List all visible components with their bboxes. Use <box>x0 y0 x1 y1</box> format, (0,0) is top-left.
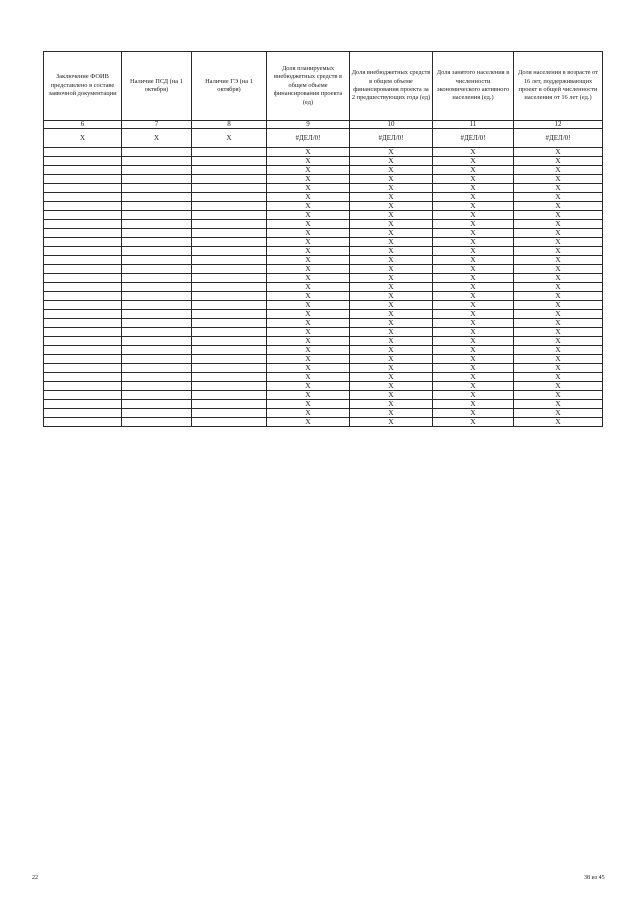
table-cell <box>122 175 192 184</box>
table-row <box>44 319 603 328</box>
table-cell <box>192 238 267 247</box>
table-cell <box>192 274 267 283</box>
table-row <box>44 175 603 184</box>
table-cell <box>122 391 192 400</box>
table-cell: X <box>433 409 514 418</box>
table-cell <box>122 211 192 220</box>
table-cell: X <box>350 184 433 193</box>
table-cell: X <box>433 211 514 220</box>
table-cell: X <box>350 364 433 373</box>
table-row <box>44 247 603 256</box>
header-planned-share: Доля планируемых внебюджетных средств в общем объеме финансирования проекта (ед) <box>273 64 343 106</box>
table-cell <box>44 418 122 427</box>
table-cell: X <box>267 328 350 337</box>
table-cell: X <box>514 319 603 328</box>
table-cell: X <box>514 418 603 427</box>
table-cell: X <box>350 274 433 283</box>
table-cell: X <box>350 175 433 184</box>
table-cell: X <box>433 418 514 427</box>
table-cell: X <box>433 220 514 229</box>
column-number: 11 <box>433 121 514 129</box>
table-cell: X <box>267 391 350 400</box>
table-cell <box>44 148 122 157</box>
table-cell: X <box>433 247 514 256</box>
table-cell <box>192 391 267 400</box>
table-cell: X <box>267 256 350 265</box>
header-cell <box>122 52 192 121</box>
table-cell <box>44 409 122 418</box>
table-row <box>44 391 603 400</box>
table-cell: X <box>514 229 603 238</box>
table-cell <box>44 301 122 310</box>
table-cell: X <box>514 166 603 175</box>
table-cell: X <box>267 409 350 418</box>
table-cell: X <box>433 373 514 382</box>
header-employed-share: Доля занятого населения в численности экономического активного населения (ед.) <box>436 69 510 102</box>
header-row <box>44 52 603 121</box>
table-cell: X <box>267 337 350 346</box>
table-row <box>44 129 603 148</box>
table-cell: X <box>350 220 433 229</box>
table-cell <box>44 337 122 346</box>
table-cell: X <box>514 193 603 202</box>
table-cell: X <box>433 292 514 301</box>
table-cell <box>122 418 192 427</box>
table-cell: X <box>350 391 433 400</box>
table-row <box>44 238 603 247</box>
table-cell <box>192 220 267 229</box>
table-cell: X <box>433 301 514 310</box>
page-number-right: 38 из 45 <box>584 875 605 881</box>
table-cell <box>44 373 122 382</box>
table-cell <box>122 193 192 202</box>
column-number: 8 <box>192 121 267 129</box>
table-cell: X <box>267 247 350 256</box>
table-cell: X <box>350 319 433 328</box>
table-cell: X <box>267 166 350 175</box>
table-cell <box>192 337 267 346</box>
table-row <box>44 184 603 193</box>
table-row <box>44 283 603 292</box>
table-cell: X <box>350 418 433 427</box>
table-cell: X <box>514 391 603 400</box>
header-cell <box>350 52 433 121</box>
table-row <box>44 292 603 301</box>
data-table <box>43 51 603 427</box>
table-cell <box>44 175 122 184</box>
table-cell <box>192 247 267 256</box>
table-cell: X <box>514 274 603 283</box>
table-cell: X <box>514 382 603 391</box>
table-cell: #ДЕЛ/0! <box>267 129 350 148</box>
table-cell: X <box>433 382 514 391</box>
table-cell <box>44 364 122 373</box>
table-cell: X <box>433 283 514 292</box>
table-cell: X <box>350 265 433 274</box>
column-number-row <box>44 121 603 129</box>
table-cell: X <box>514 202 603 211</box>
table-cell: X <box>267 382 350 391</box>
table-cell: X <box>267 418 350 427</box>
column-number: 9 <box>267 121 350 129</box>
table-cell: X <box>267 148 350 157</box>
header-cell <box>514 52 603 121</box>
table-cell <box>192 409 267 418</box>
table-cell <box>44 193 122 202</box>
table-cell <box>122 409 192 418</box>
table-cell: X <box>350 400 433 409</box>
table-cell: X <box>433 319 514 328</box>
table-row <box>44 355 603 364</box>
table-cell <box>192 175 267 184</box>
header-cell <box>44 52 122 121</box>
table-row <box>44 328 603 337</box>
table-cell <box>192 148 267 157</box>
table-cell <box>192 400 267 409</box>
table-cell: X <box>350 256 433 265</box>
table-cell <box>122 202 192 211</box>
table-cell <box>192 310 267 319</box>
table-cell: X <box>514 283 603 292</box>
table-cell <box>192 301 267 310</box>
table-cell <box>122 310 192 319</box>
table-row <box>44 310 603 319</box>
table-cell: X <box>350 229 433 238</box>
table-cell: X <box>514 355 603 364</box>
table-row <box>44 166 603 175</box>
table-cell <box>192 355 267 364</box>
table-cell: X <box>192 129 267 148</box>
table-row <box>44 220 603 229</box>
table-cell <box>192 193 267 202</box>
table-cell: X <box>267 346 350 355</box>
table-cell: X <box>514 346 603 355</box>
table-cell: X <box>514 337 603 346</box>
table-cell <box>122 265 192 274</box>
table-cell <box>122 238 192 247</box>
table-row <box>44 193 603 202</box>
table-cell: X <box>267 283 350 292</box>
table-cell: X <box>350 292 433 301</box>
table-cell <box>192 265 267 274</box>
table-cell <box>122 247 192 256</box>
header-support-share: Доля населения в возрасте от 16 лет, поддерживающих проект в общей численности населения от 16 лет (ед.) <box>518 69 598 102</box>
table-cell <box>122 184 192 193</box>
table-row <box>44 418 603 427</box>
table-cell: X <box>350 328 433 337</box>
table-cell: #ДЕЛ/0! <box>433 129 514 148</box>
table-row <box>44 265 603 274</box>
table-cell: X <box>514 409 603 418</box>
table-cell: X <box>433 175 514 184</box>
table-cell: X <box>350 355 433 364</box>
table-cell: X <box>267 364 350 373</box>
table-cell: X <box>514 364 603 373</box>
table-cell: X <box>433 166 514 175</box>
table-cell <box>122 220 192 229</box>
table-cell: X <box>267 220 350 229</box>
table-cell <box>122 382 192 391</box>
table-cell: X <box>514 373 603 382</box>
table-cell: X <box>433 364 514 373</box>
column-number: 10 <box>350 121 433 129</box>
table-cell <box>122 148 192 157</box>
table-cell <box>122 229 192 238</box>
table-cell <box>192 202 267 211</box>
table-cell <box>122 337 192 346</box>
table-cell: #ДЕЛ/0! <box>514 129 603 148</box>
table-cell: X <box>350 202 433 211</box>
table-row <box>44 409 603 418</box>
table-cell: X <box>267 373 350 382</box>
table-cell: X <box>433 202 514 211</box>
table-row <box>44 382 603 391</box>
table-cell <box>44 220 122 229</box>
table-cell <box>44 292 122 301</box>
table-cell: X <box>267 184 350 193</box>
table-cell: X <box>267 211 350 220</box>
table-cell: X <box>433 346 514 355</box>
header-cell <box>433 52 514 121</box>
table-cell: X <box>433 193 514 202</box>
table-cell <box>192 229 267 238</box>
table-row <box>44 157 603 166</box>
table-cell: X <box>514 184 603 193</box>
table-cell: X <box>267 292 350 301</box>
table-cell: X <box>433 310 514 319</box>
table-cell <box>44 283 122 292</box>
table-cell <box>192 256 267 265</box>
header-prior-share: Доля внебюджетных средств в общем объеме финансирования проекта за 2 предшествующих года (ед) <box>351 69 431 102</box>
table-cell: X <box>514 265 603 274</box>
table-cell <box>122 346 192 355</box>
table-cell: X <box>267 274 350 283</box>
table-cell: X <box>514 175 603 184</box>
table-cell: X <box>267 355 350 364</box>
table-cell <box>192 211 267 220</box>
table-cell: X <box>350 247 433 256</box>
table-cell <box>44 400 122 409</box>
table-cell: X <box>433 148 514 157</box>
table-cell: X <box>514 310 603 319</box>
table-cell: X <box>350 238 433 247</box>
table-cell: X <box>267 229 350 238</box>
table-row <box>44 301 603 310</box>
table-cell: X <box>267 319 350 328</box>
table-cell <box>192 346 267 355</box>
table-cell: X <box>514 247 603 256</box>
table-cell <box>44 184 122 193</box>
table-cell: X <box>514 220 603 229</box>
table-cell: X <box>514 301 603 310</box>
header-psd: Наличие ПСД (на 1 октября) <box>130 77 183 93</box>
table-cell: X <box>433 184 514 193</box>
page-number-left: 22 <box>32 875 38 881</box>
table-cell: X <box>267 301 350 310</box>
table-cell <box>192 283 267 292</box>
table-cell <box>192 418 267 427</box>
table-cell: X <box>433 391 514 400</box>
table-cell <box>192 184 267 193</box>
table-cell: X <box>433 274 514 283</box>
table-cell: X <box>267 202 350 211</box>
table-cell <box>122 274 192 283</box>
header-foiv: Заключение ФОИВ представлено в составе заявочной документации <box>48 73 117 98</box>
column-number: 12 <box>514 121 603 129</box>
table-cell: X <box>433 400 514 409</box>
table-cell <box>122 328 192 337</box>
table-cell: X <box>267 238 350 247</box>
table-cell <box>122 256 192 265</box>
table-row <box>44 211 603 220</box>
table-cell: X <box>514 292 603 301</box>
table-cell: X <box>350 211 433 220</box>
table-cell: X <box>350 310 433 319</box>
table-cell: X <box>514 211 603 220</box>
column-number: 7 <box>122 121 192 129</box>
table-cell <box>122 373 192 382</box>
table-cell <box>122 355 192 364</box>
table-cell <box>44 310 122 319</box>
table-cell: X <box>350 346 433 355</box>
column-number: 6 <box>44 121 122 129</box>
table-cell: X <box>433 337 514 346</box>
table-row <box>44 202 603 211</box>
table-cell: X <box>267 310 350 319</box>
table-row <box>44 346 603 355</box>
table-cell: X <box>350 193 433 202</box>
table-cell: X <box>350 157 433 166</box>
table-cell: X <box>267 400 350 409</box>
table-cell: X <box>44 129 122 148</box>
table-cell <box>192 292 267 301</box>
table-cell: X <box>514 256 603 265</box>
table-cell: X <box>122 129 192 148</box>
table-cell <box>44 238 122 247</box>
table-row <box>44 337 603 346</box>
table-cell: X <box>514 238 603 247</box>
table-cell: X <box>514 157 603 166</box>
table-cell <box>44 346 122 355</box>
table-cell <box>44 328 122 337</box>
table-cell <box>192 373 267 382</box>
table-cell: X <box>433 256 514 265</box>
table-row <box>44 229 603 238</box>
table-cell: X <box>350 382 433 391</box>
table-cell: X <box>267 265 350 274</box>
table-cell: X <box>433 328 514 337</box>
table-cell: #ДЕЛ/0! <box>350 129 433 148</box>
table-cell: X <box>433 355 514 364</box>
table-row <box>44 373 603 382</box>
table-cell <box>44 247 122 256</box>
table-cell: X <box>350 337 433 346</box>
table-cell <box>192 328 267 337</box>
table-cell <box>192 157 267 166</box>
table-cell <box>192 319 267 328</box>
header-cell <box>267 52 350 121</box>
table-cell <box>44 256 122 265</box>
table-cell <box>44 274 122 283</box>
table-cell: X <box>433 265 514 274</box>
table-row <box>44 274 603 283</box>
table-cell: X <box>514 328 603 337</box>
table-cell <box>192 382 267 391</box>
table-cell: X <box>433 229 514 238</box>
table-cell <box>44 355 122 364</box>
table-cell: X <box>267 193 350 202</box>
table-cell: X <box>350 283 433 292</box>
table-cell: X <box>350 301 433 310</box>
table-row <box>44 256 603 265</box>
table-cell: X <box>514 148 603 157</box>
table-cell <box>44 319 122 328</box>
table-cell: X <box>514 400 603 409</box>
table-cell <box>44 211 122 220</box>
table-cell <box>44 229 122 238</box>
table-cell: X <box>433 157 514 166</box>
table-cell <box>122 292 192 301</box>
table-cell: X <box>350 373 433 382</box>
table-cell: X <box>267 175 350 184</box>
table-cell: X <box>267 157 350 166</box>
table-cell <box>192 166 267 175</box>
table-row <box>44 148 603 157</box>
table-cell <box>44 166 122 175</box>
table-cell <box>122 400 192 409</box>
table-cell <box>122 319 192 328</box>
header-cell <box>192 52 267 121</box>
table-cell: X <box>350 166 433 175</box>
table-cell <box>44 382 122 391</box>
table-cell <box>44 265 122 274</box>
table-cell: X <box>350 148 433 157</box>
table-cell <box>122 283 192 292</box>
table-cell <box>122 157 192 166</box>
table-cell <box>122 166 192 175</box>
header-ge: Наличие ГЭ (на 1 октября) <box>205 77 253 93</box>
table-row <box>44 364 603 373</box>
table-cell <box>122 301 192 310</box>
table-cell: X <box>433 238 514 247</box>
table-cell: X <box>350 409 433 418</box>
table-row <box>44 400 603 409</box>
table-cell <box>44 391 122 400</box>
table-cell <box>44 157 122 166</box>
table-cell <box>44 202 122 211</box>
table-cell <box>122 364 192 373</box>
table-cell <box>192 364 267 373</box>
